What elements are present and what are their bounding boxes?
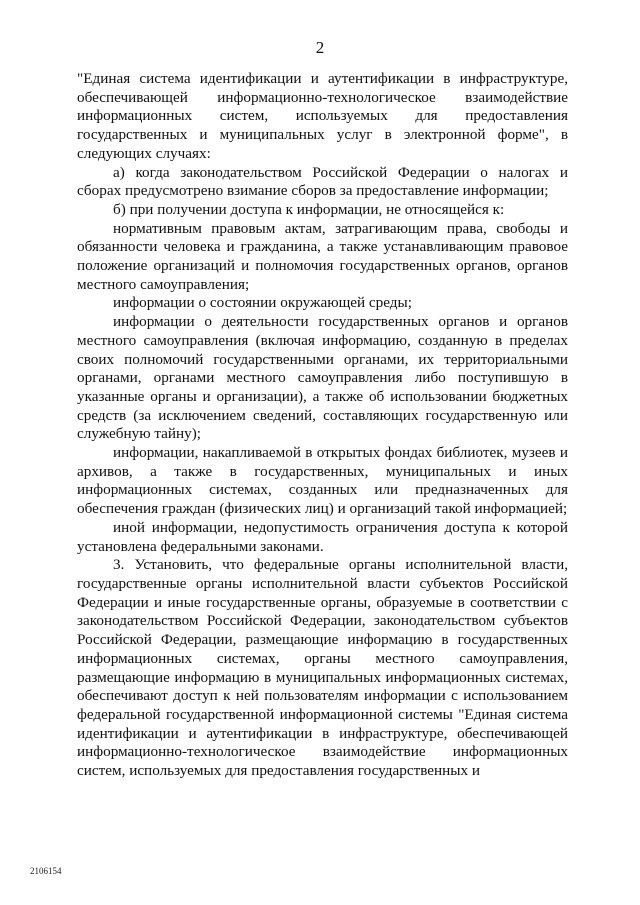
paragraph: информации о состоянии окружающей среды; xyxy=(113,294,412,312)
paragraph: нормативным правовым актам, затрагивающим права, свободы и обязанности человека и гражданина, а также устанавливающим правовое положение организаций и полномочия государственных органов, органов местного самоуправления; xyxy=(77,219,568,293)
paragraph: информации о деятельности государственных органов и органов местного самоуправления (включая информацию, созданную в пределах своих полномочий государственными органами, их территориальными органами, органами местного самоуправления либо поступившую в указанные органы и организации), а также об использовании бюджетных средств (за исключением сведений, составляющих государственную или служебную тайну); xyxy=(77,313,568,443)
paragraph: 3. Установить, что федеральные органы исполнительной власти, государственные органы исполнительной власти субъектов Российской Федерации и иные государственные органы, образуемые в соответствии с законодательством Российской Федерации, законодательством субъектов Российской Федерации, размещающие информацию в государственных информационных системах, органы местного самоуправления, размещающие информацию в муниципальных информационных системах, обеспечивают доступ к ней пользователям информации с использованием федеральной государственной информационной системы "Единая система идентификации и аутентификации в инфраструктуре, обеспечивающей информационно-технологическое взаимодействие информационных систем, используемых для предоставления государственных и xyxy=(77,556,568,780)
document-code: 2106154 xyxy=(30,866,62,876)
paragraph: иной информации, недопустимость ограничения доступа к которой установлена федеральными законами. xyxy=(77,518,568,555)
document-body xyxy=(77,70,568,781)
paragraph: "Единая система идентификации и аутентификации в инфраструктуре, обеспечивающей информационно-технологическое взаимодействие информационных систем, используемых для предоставления государственных и муниципальных услуг в электронной форме", в следующих случаях: xyxy=(77,70,568,162)
page-number: 2 xyxy=(315,38,325,57)
paragraph: а) когда законодательством Российской Федерации о налогах и сборах предусмотрено взимание сборов за предоставление информации; xyxy=(77,163,568,200)
paragraph: б) при получении доступа к информации, не относящейся к: xyxy=(113,200,505,218)
paragraph: информации, накапливаемой в открытых фондах библиотек, музеев и архивов, а также в государственных, муниципальных и иных информационных системах, созданных или предназначенных для обеспечения граждан (физических лиц) и организаций такой информацией; xyxy=(77,444,568,518)
